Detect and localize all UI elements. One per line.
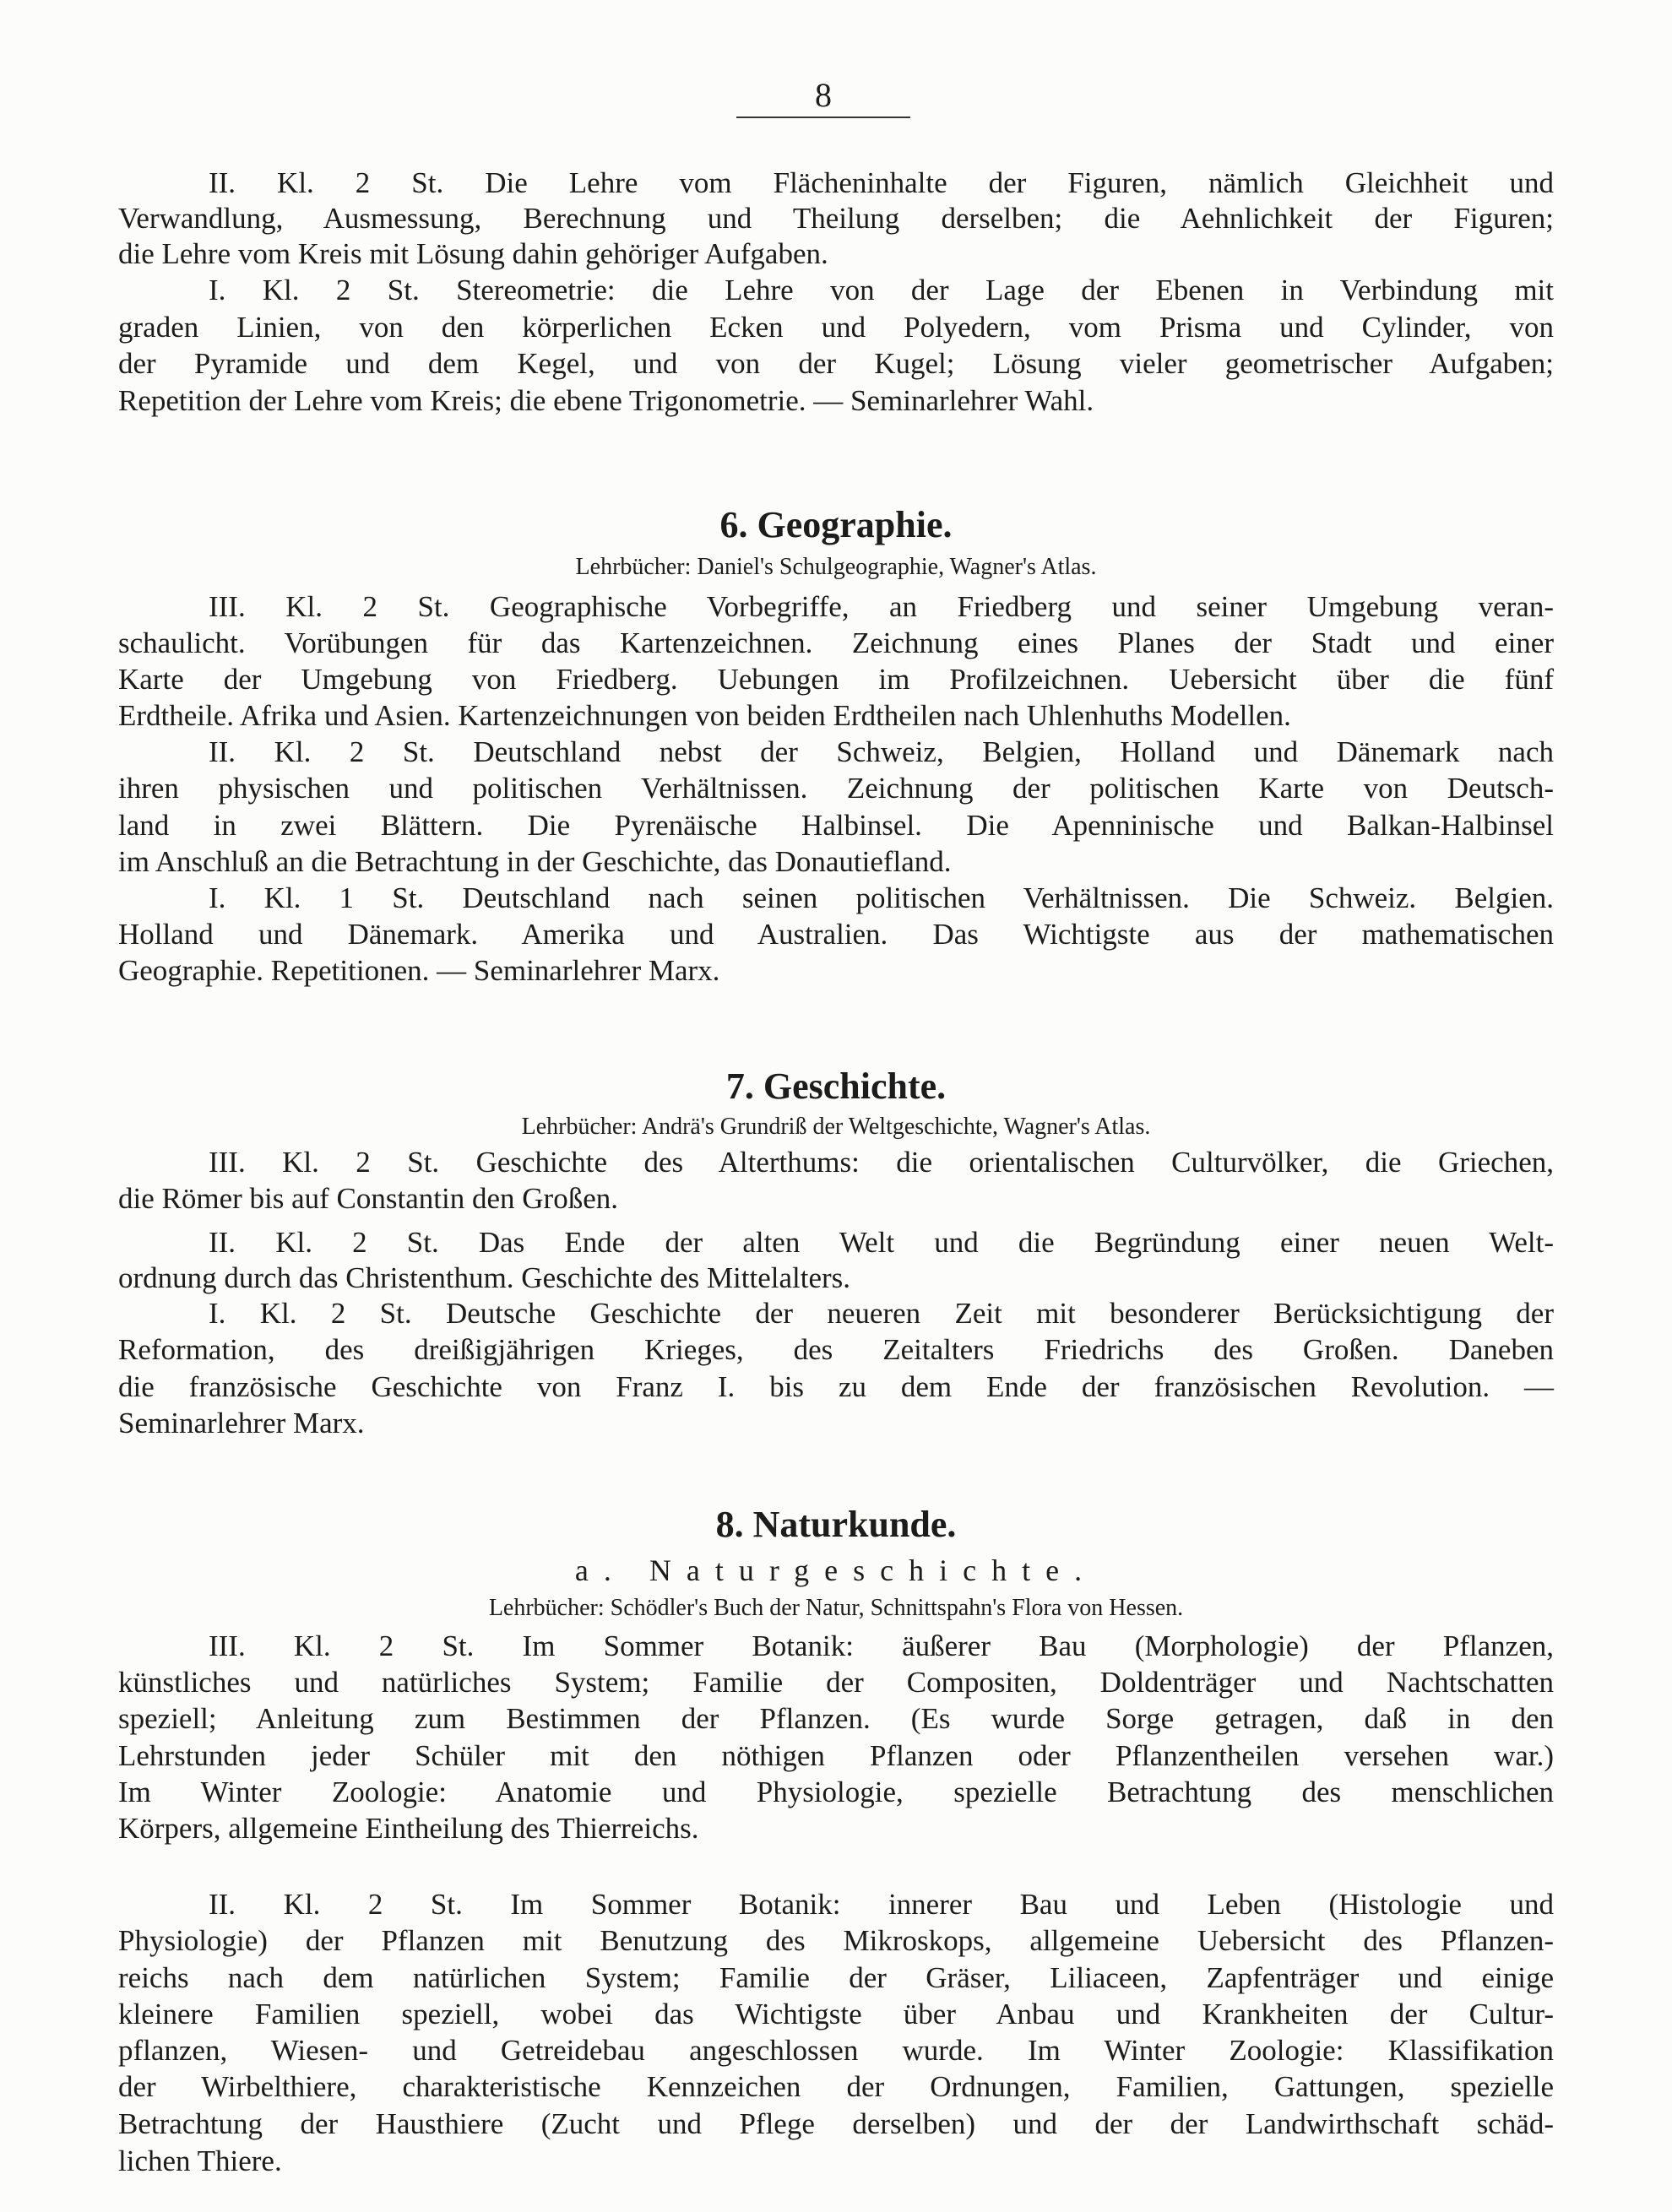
paragraph-line: Physiologie) der Pflanzen mit Benutzung des Mikroskops, allgemeine Uebersicht des Pflanzen- (118, 1924, 1554, 1957)
paragraph-line: Körpers, allgemeine Eintheilung des Thierreichs. (118, 1812, 699, 1845)
section-heading: 8. Naturkunde. (715, 1504, 957, 1545)
paragraph-line: die Lehre vom Kreis mit Lösung dahin gehöriger Aufgaben. (118, 237, 828, 270)
paragraph-line: I. Kl. 1 St. Deutschland nach seinen politischen Verhältnissen. Die Schweiz. Belgien. (209, 881, 1554, 914)
paragraph-line: pflanzen, Wiesen- und Getreidebau angeschlossen wurde. Im Winter Zoologie: Klassifikation (118, 2034, 1554, 2067)
paragraph-line: lichen Thiere. (118, 2144, 282, 2177)
paragraph-line: schaulicht. Vorübungen für das Kartenzeichnen. Zeichnung eines Planes der Stadt und einer (118, 626, 1554, 659)
paragraph-line: Lehrstunden jeder Schüler mit den nöthigen Pflanzen oder Pflanzentheilen versehen war.) (118, 1739, 1554, 1772)
paragraph-line: Repetition der Lehre vom Kreis; die ebene Trigonometrie. — Seminarlehrer Wahl. (118, 384, 1094, 417)
paragraph-line: der Wirbelthiere, charakteristische Kennzeichen der Ordnungen, Familien, Gattungen, spezielle (118, 2070, 1554, 2103)
paragraph-line: ihren physischen und politischen Verhältnissen. Zeichnung der politischen Karte von Deutsch- (118, 772, 1554, 805)
paragraph-line: kleinere Familien speziell, wobei das Wichtigste über Anbau und Krankheiten der Cultur- (118, 1998, 1554, 2030)
paragraph-line: graden Linien, von den körperlichen Ecken und Polyedern, vom Prisma und Cylinder, von (118, 311, 1554, 344)
textbooks-line: Lehrbücher: Andrä's Grundriß der Weltgeschichte, Wagner's Atlas. (521, 1114, 1151, 1140)
paragraph-line: Im Winter Zoologie: Anatomie und Physiologie, spezielle Betrachtung des menschlichen (118, 1776, 1554, 1808)
section-subheading: a. Naturgeschichte. (574, 1553, 1098, 1587)
paragraph-line: Reformation, des dreißigjährigen Krieges, des Zeitalters Friedrichs des Großen. Daneben (118, 1333, 1554, 1366)
paragraph-line: Geographie. Repetitionen. — Seminarlehrer Marx. (118, 954, 720, 987)
paragraph-line: die Römer bis auf Constantin den Großen. (118, 1182, 618, 1215)
textbooks-line: Lehrbücher: Schödler's Buch der Natur, Schnittspahn's Flora von Hessen. (488, 1595, 1184, 1621)
paragraph-line: Karte der Umgebung von Friedberg. Uebungen im Profilzeichnen. Uebersicht über die fünf (118, 663, 1554, 696)
paragraph-line: III. Kl. 2 St. Geschichte des Alterthums: die orientalischen Culturvölker, die Griechen, (209, 1146, 1554, 1179)
section-heading: 7. Geschichte. (725, 1065, 947, 1107)
paragraph-line: reichs nach dem natürlichen System; Familie der Gräser, Liliaceen, Zapfenträger und einige (118, 1961, 1554, 1994)
paragraph-line: die französische Geschichte von Franz I. bis zu dem Ende der französischen Revolution. — (118, 1370, 1554, 1403)
paragraph-line: III. Kl. 2 St. Im Sommer Botanik: äußerer Bau (Morphologie) der Pflanzen, (209, 1629, 1554, 1662)
page-number-rule (736, 117, 910, 118)
paragraph-line: I. Kl. 2 St. Stereometrie: die Lehre von der Lage der Ebenen in Verbindung mit (209, 274, 1554, 306)
paragraph-line: künstliches und natürliches System; Familie der Compositen, Doldenträger und Nachtschatten (118, 1666, 1554, 1699)
paragraph-line: II. Kl. 2 St. Die Lehre vom Flächeninhalte der Figuren, nämlich Gleichheit und (209, 166, 1554, 199)
paragraph-line: Seminarlehrer Marx. (118, 1407, 365, 1439)
page-number: 8 (815, 76, 832, 114)
textbooks-line: Lehrbücher: Daniel's Schulgeographie, Wagner's Atlas. (575, 554, 1097, 580)
paragraph-line: II. Kl. 2 St. Das Ende der alten Welt und die Begründung einer neuen Welt- (209, 1226, 1554, 1259)
paragraph-line: II. Kl. 2 St. Im Sommer Botanik: innerer Bau und Leben (Histologie und (209, 1888, 1554, 1921)
paragraph-line: Betrachtung der Hausthiere (Zucht und Pflege derselben) und der der Landwirthschaft schäd- (118, 2107, 1554, 2140)
section-heading: 6. Geographie. (719, 504, 953, 545)
paragraph-line: II. Kl. 2 St. Deutschland nebst der Schweiz, Belgien, Holland und Dänemark nach (209, 735, 1554, 768)
paragraph-line: im Anschluß an die Betrachtung in der Geschichte, das Donautiefland. (118, 845, 952, 878)
paragraph-line: Verwandlung, Ausmessung, Berechnung und Theilung derselben; die Aehnlichkeit der Figuren; (118, 202, 1554, 235)
paragraph-line: Holland und Dänemark. Amerika und Australien. Das Wichtigste aus der mathematischen (118, 918, 1554, 951)
paragraph-line: I. Kl. 2 St. Deutsche Geschichte der neueren Zeit mit besonderer Berücksichtigung der (209, 1297, 1554, 1330)
paragraph-line: land in zwei Blättern. Die Pyrenäische Halbinsel. Die Apenninische und Balkan-Halbinsel (118, 809, 1554, 842)
paragraph-line: Erdtheile. Afrika und Asien. Kartenzeichnungen von beiden Erdtheilen nach Uhlenhuths Modellen. (118, 699, 1291, 732)
paragraph-line: ordnung durch das Christenthum. Geschichte des Mittelalters. (118, 1261, 851, 1294)
paragraph-line: speziell; Anleitung zum Bestimmen der Pflanzen. (Es wurde Sorge getragen, daß in den (118, 1702, 1554, 1735)
paragraph-line: der Pyramide und dem Kegel, und von der Kugel; Lösung vieler geometrischer Aufgaben; (118, 347, 1554, 380)
paragraph-line: III. Kl. 2 St. Geographische Vorbegriffe, an Friedberg und seiner Umgebung veran- (209, 590, 1554, 623)
